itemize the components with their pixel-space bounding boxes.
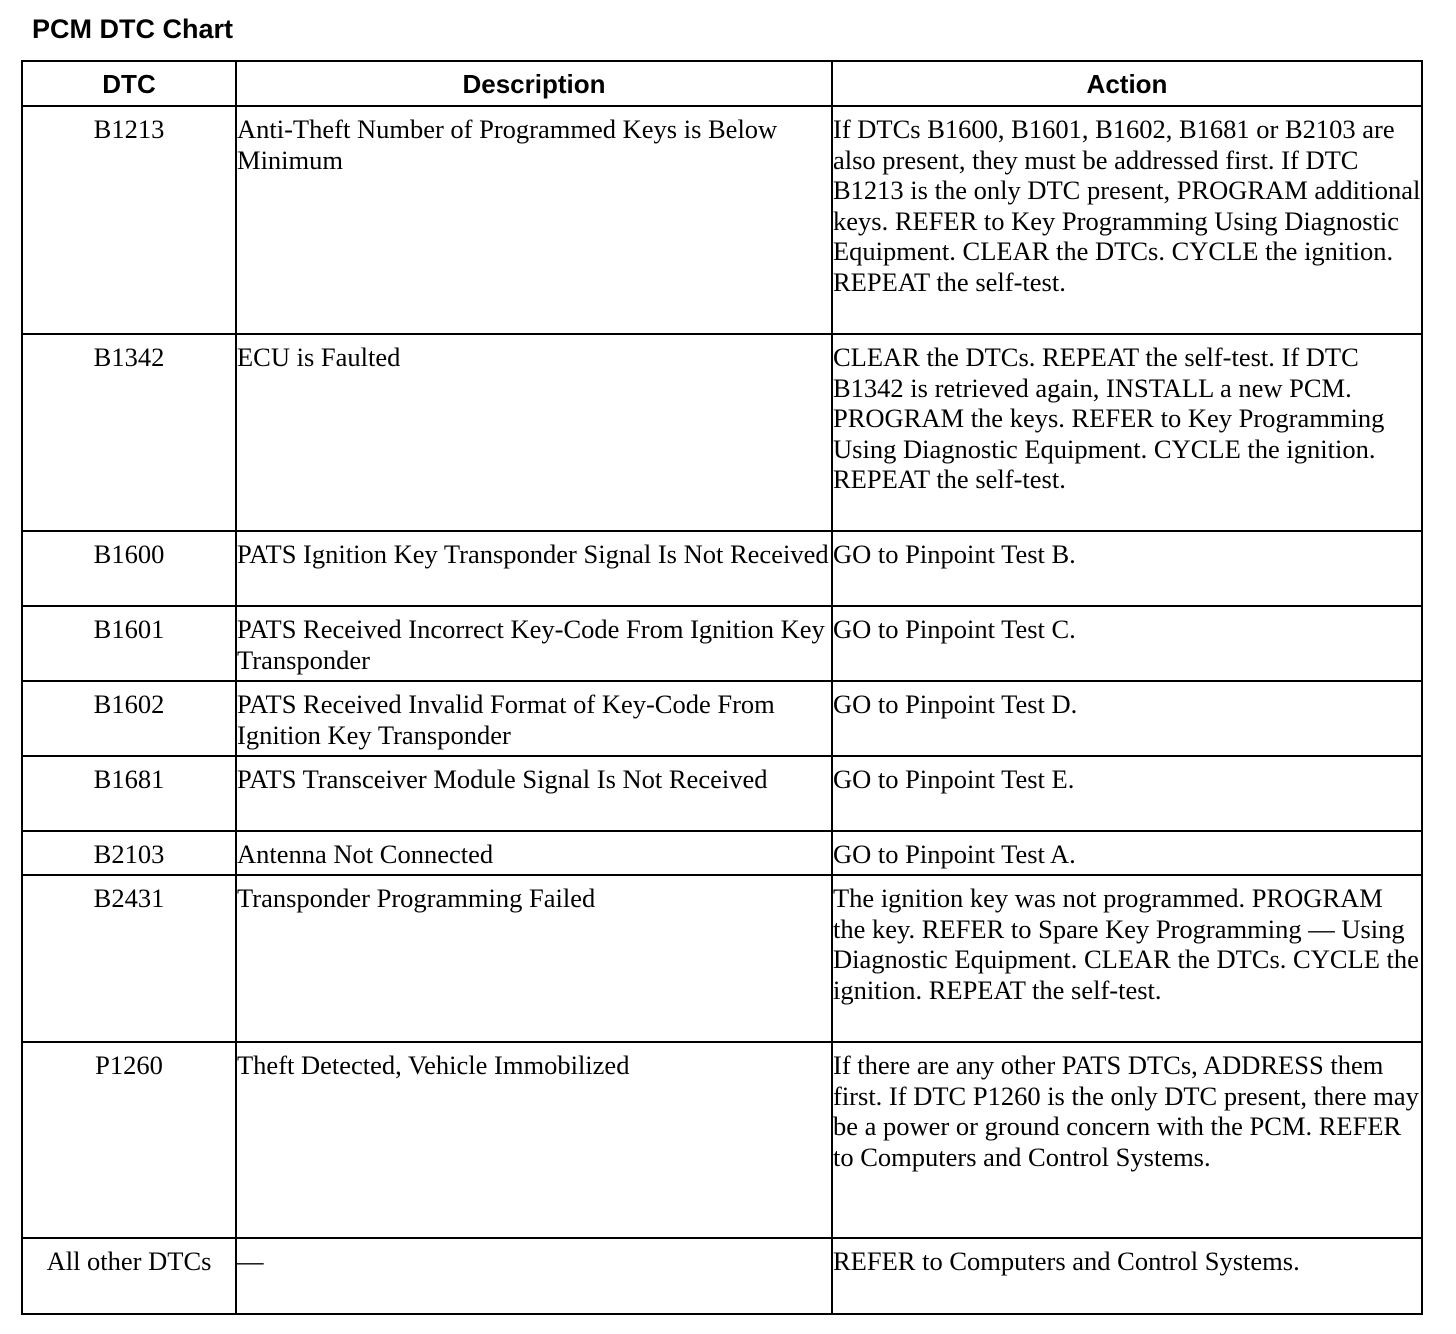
- header-dtc: DTC: [22, 61, 236, 106]
- dtc-description: Antenna Not Connected: [236, 831, 832, 875]
- dtc-code: B1681: [22, 756, 236, 831]
- dtc-code: B2431: [22, 875, 236, 1042]
- dtc-code: B1342: [22, 334, 236, 531]
- dtc-description: Anti-Theft Number of Programmed Keys is Below Minimum: [236, 106, 832, 334]
- table-header-row: [22, 61, 1422, 106]
- dtc-action: GO to Pinpoint Test C.: [832, 606, 1422, 681]
- dtc-code: P1260: [22, 1042, 236, 1238]
- dtc-code: B1602: [22, 681, 236, 756]
- dtc-action: CLEAR the DTCs. REPEAT the self-test. If DTC B1342 is retrieved again, INSTALL a new PCM. PROGRAM the keys. REFER to Key Programming Using Diagnostic Equipment. CYCLE the ignition. REPEAT the self-test.: [832, 334, 1422, 531]
- dtc-action: GO to Pinpoint Test E.: [832, 756, 1422, 831]
- dtc-action: If DTCs B1600, B1601, B1602, B1681 or B2103 are also present, they must be addressed first. If DTC B1213 is the only DTC present, PROGRAM additional keys. REFER to Key Programming Using Diagnostic Equipment. CLEAR the DTCs. CYCLE the ignition. REPEAT the self-test.: [832, 106, 1422, 334]
- dtc-description: PATS Ignition Key Transponder Signal Is Not Received: [236, 531, 832, 606]
- dtc-code: B1213: [22, 106, 236, 334]
- dtc-description: PATS Transceiver Module Signal Is Not Received: [236, 756, 832, 831]
- table-row: [22, 531, 1422, 606]
- table-row: [22, 681, 1422, 756]
- dtc-description: Theft Detected, Vehicle Immobilized: [236, 1042, 832, 1238]
- header-action: Action: [832, 61, 1422, 106]
- table-row: [22, 756, 1422, 831]
- dtc-action: GO to Pinpoint Test A.: [832, 831, 1422, 875]
- dtc-action: If there are any other PATS DTCs, ADDRESS them first. If DTC P1260 is the only DTC present, there may be a power or ground concern with the PCM. REFER to Computers and Control Systems.: [832, 1042, 1422, 1238]
- dtc-description: ECU is Faulted: [236, 334, 832, 531]
- dtc-description: Transponder Programming Failed: [236, 875, 832, 1042]
- dtc-code: All other DTCs: [22, 1238, 236, 1314]
- table-row: [22, 1238, 1422, 1314]
- dtc-action: GO to Pinpoint Test B.: [832, 531, 1422, 606]
- header-description: Description: [236, 61, 832, 106]
- table-row: [22, 831, 1422, 875]
- dtc-description: PATS Received Incorrect Key-Code From Ignition Key Transponder: [236, 606, 832, 681]
- dtc-code: B1601: [22, 606, 236, 681]
- table-row: [22, 106, 1422, 334]
- dtc-code: B1600: [22, 531, 236, 606]
- dtc-action: GO to Pinpoint Test D.: [832, 681, 1422, 756]
- table-row: [22, 1042, 1422, 1238]
- table-row: [22, 606, 1422, 681]
- page-title: PCM DTC Chart: [32, 14, 233, 44]
- dtc-action: REFER to Computers and Control Systems.: [832, 1238, 1422, 1314]
- dtc-description: —: [236, 1238, 832, 1314]
- dtc-table: [21, 60, 1423, 1315]
- dtc-description: PATS Received Invalid Format of Key-Code From Ignition Key Transponder: [236, 681, 832, 756]
- dtc-code: B2103: [22, 831, 236, 875]
- table-row: [22, 875, 1422, 1042]
- dtc-action: The ignition key was not programmed. PROGRAM the key. REFER to Spare Key Programming — Using Diagnostic Equipment. CLEAR the DTCs. CYCLE the ignition. REPEAT the self-test.: [832, 875, 1422, 1042]
- table-row: [22, 334, 1422, 531]
